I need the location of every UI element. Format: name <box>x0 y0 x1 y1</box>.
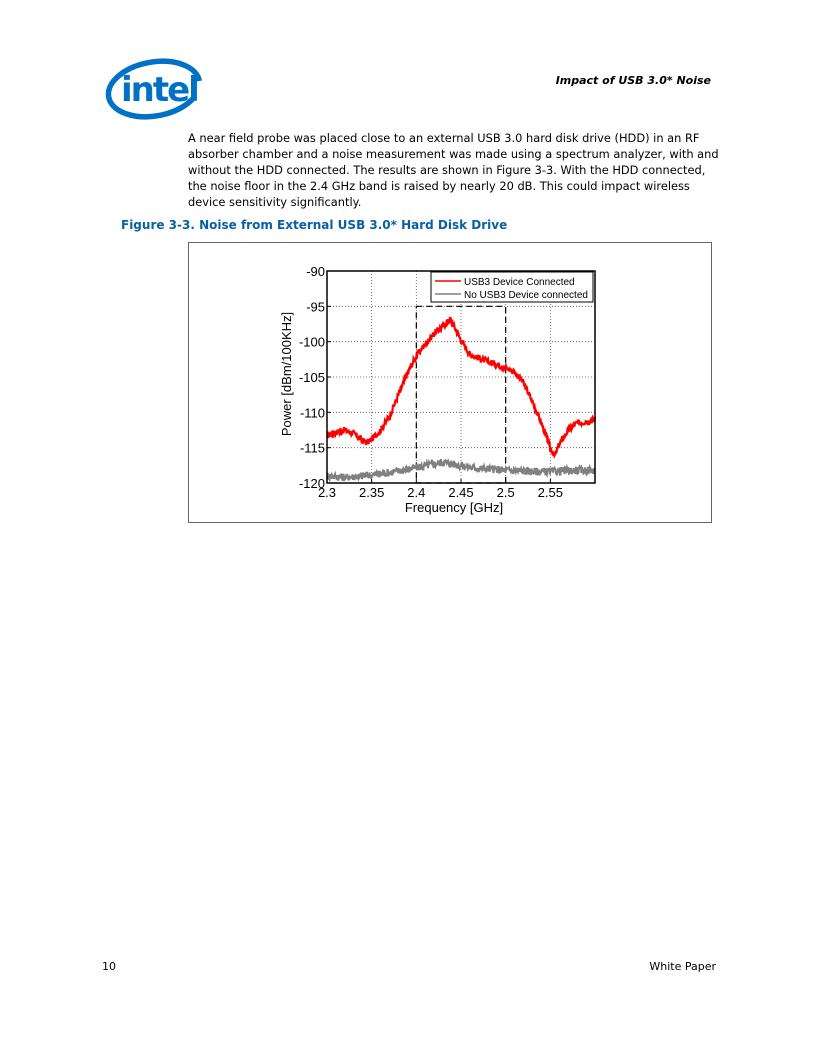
y-tick-label: -110 <box>299 405 325 421</box>
y-tick-label: -95 <box>306 299 325 315</box>
x-ticks <box>318 479 563 500</box>
footer-doc-type: White Paper <box>649 960 716 973</box>
legend-label-usb3-connected: USB3 Device Connected <box>464 277 575 288</box>
logo-text: intel <box>121 70 198 110</box>
y-tick-label: -100 <box>298 334 325 350</box>
x-tick-label: 2.5 <box>496 485 515 500</box>
series-layer <box>327 317 595 481</box>
y-axis-label: Power [dBm/100KHz] <box>279 311 294 437</box>
page-number: 10 <box>102 960 116 973</box>
series-line-1 <box>327 459 595 481</box>
y-tick-label: -90 <box>306 264 325 279</box>
y-ticks <box>299 264 331 491</box>
running-title: Impact of USB 3.0* Noise <box>555 74 711 87</box>
x-tick-label: 2.55 <box>537 485 563 500</box>
x-tick-label: 2.4 <box>407 485 426 500</box>
series-line-0 <box>327 317 595 456</box>
x-axis-label: Frequency [GHz] <box>404 500 504 515</box>
y-tick-label: -105 <box>298 370 325 385</box>
legend <box>431 272 593 302</box>
x-tick-label: 2.35 <box>359 485 385 500</box>
body-paragraph: A near field probe was placed close to an external USB 3.0 hard disk drive (HDD) in an RF absorber chamber and a noise measurement was made using a spectrum analyzer, with and without the HDD connected. The results are shown in Figure 3-3. With the HDD connected, the noise floor in the 2.4 GHz band is raised by nearly 20 dB. This could impact wireless device sensitivity significantly. <box>188 131 719 209</box>
x-tick-label: 2.3 <box>317 485 337 500</box>
y-tick-label: -120 <box>298 476 325 491</box>
y-tick-label: -115 <box>299 440 325 456</box>
figure-caption: Figure 3-3. Noise from External USB 3.0* Hard Disk Drive <box>121 218 508 232</box>
x-tick-label: 2.45 <box>448 485 474 500</box>
legend-label-no-usb3: No USB3 Device connected <box>464 290 588 301</box>
